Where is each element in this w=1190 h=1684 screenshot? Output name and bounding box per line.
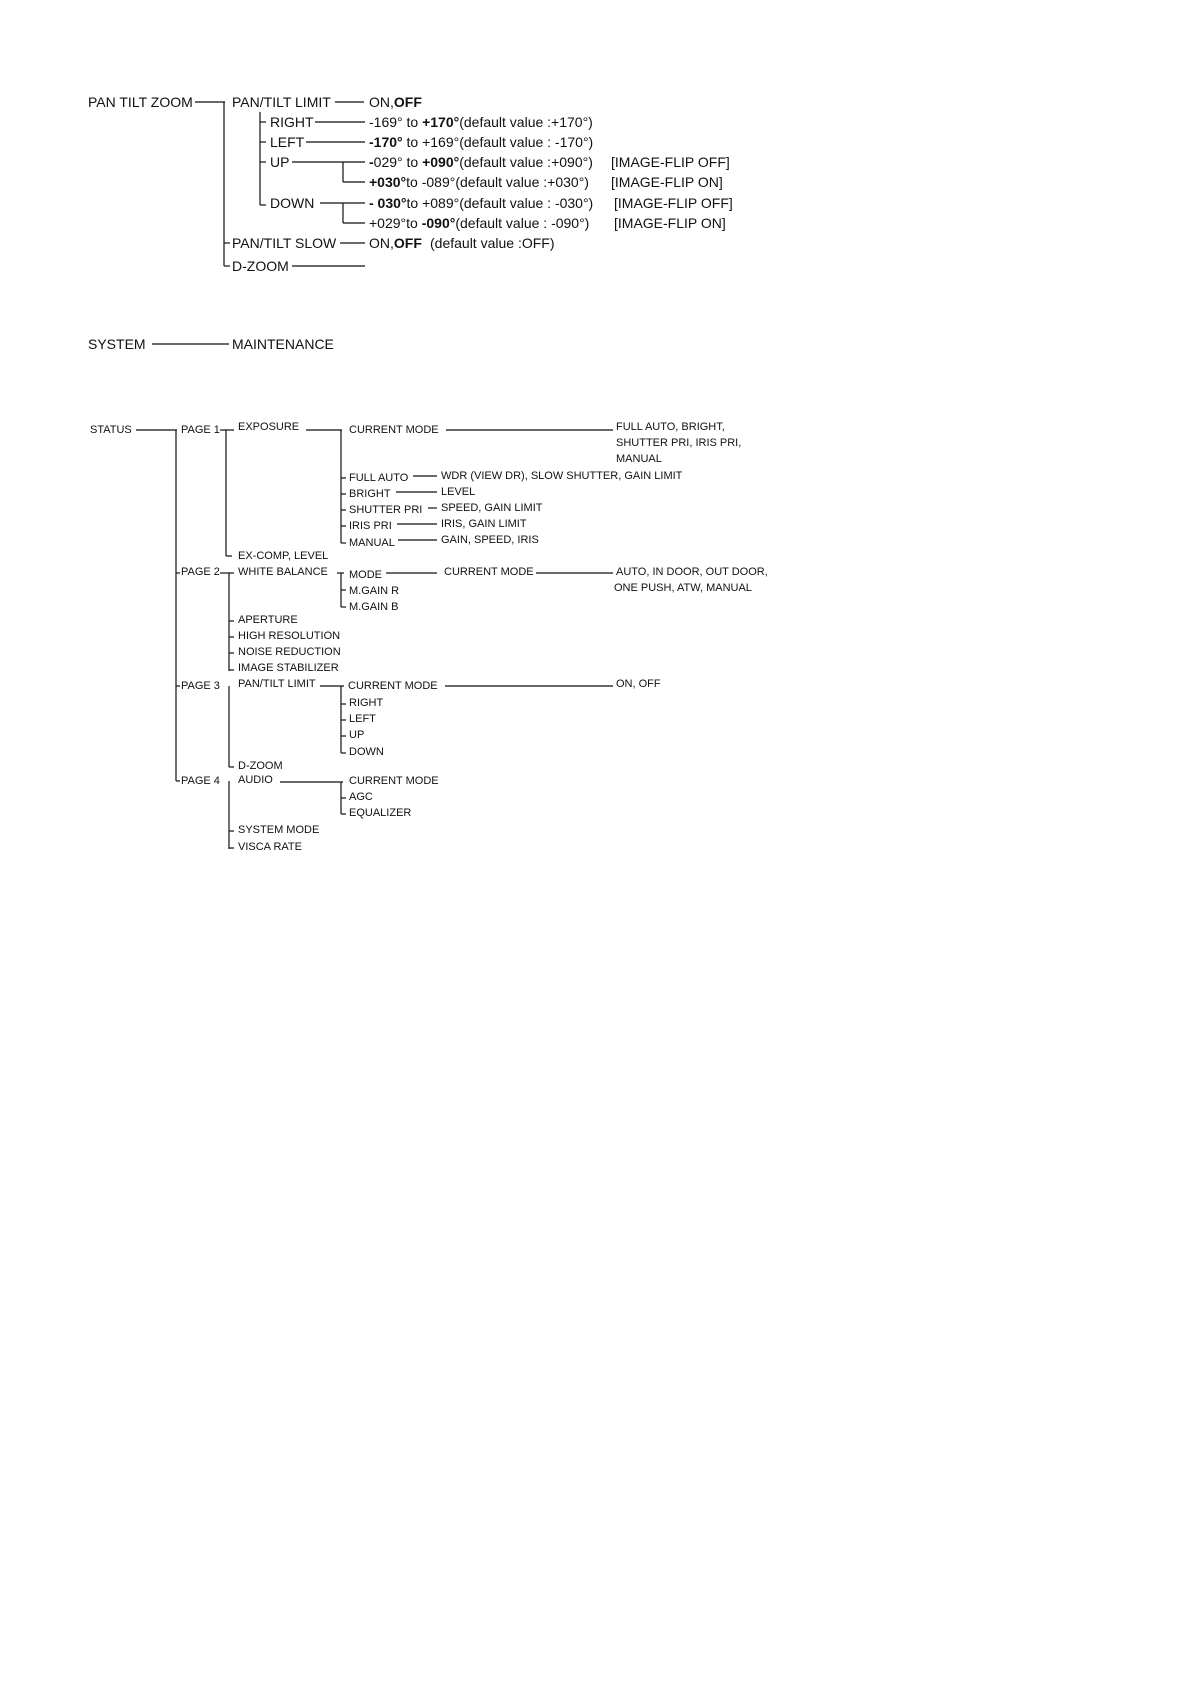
page3-label: PAGE 3 [181, 680, 220, 692]
exposure-mode-values-1: FULL AUTO, BRIGHT, [616, 421, 725, 433]
page1-label: PAGE 1 [181, 424, 220, 436]
p3-current-mode-value: ON, OFF [616, 678, 661, 690]
p3-left: LEFT [349, 713, 376, 725]
page4-label: PAGE 4 [181, 775, 220, 787]
exposure-mode-values-3: MANUAL [616, 453, 662, 465]
p3-down: DOWN [349, 746, 384, 758]
down-range-flip-off: - 030°to +089°(default value : -030°) [369, 195, 594, 211]
white-balance-label: WHITE BALANCE [238, 566, 328, 578]
pan-tilt-slow-default: (default value :OFF) [430, 235, 555, 251]
ex-comp-label: EX-COMP, LEVEL [238, 550, 329, 562]
mode-manual: MANUAL [349, 537, 395, 549]
exposure-mode-values-2: SHUTTER PRI, IRIS PRI, [616, 437, 742, 449]
wb-mode-values-2: ONE PUSH, ATW, MANUAL [614, 582, 752, 594]
p3-pan-tilt-limit: PAN/TILT LIMIT [238, 678, 316, 690]
pan-tilt-slow-label: PAN/TILT SLOW [232, 235, 337, 251]
up-range-flip-off: -029° to +090°(default value :+090°) [369, 154, 593, 170]
pan-tilt-limit-label: PAN/TILT LIMIT [232, 94, 331, 110]
up-range-flip-on: +030°to -089°(default value :+030°) [369, 174, 589, 190]
down-range-flip-on: +029°to -090°(default value : -090°) [369, 215, 590, 231]
up-flip-on-tag: [IMAGE-FLIP ON] [611, 174, 723, 190]
audio-label: AUDIO [238, 774, 273, 786]
left-label: LEFT [270, 134, 305, 150]
wb-mgain-r: M.GAIN R [349, 585, 400, 597]
image-stabilizer-label: IMAGE STABILIZER [238, 662, 339, 674]
mode-full-auto: FULL AUTO [349, 472, 409, 484]
wb-mode-values-1: AUTO, IN DOOR, OUT DOOR, [616, 566, 768, 578]
left-range: -170° to +169°(default value : -170°) [369, 134, 594, 150]
exposure-label: EXPOSURE [238, 421, 300, 433]
d-zoom-label: D-ZOOM [232, 258, 289, 274]
pan-tilt-zoom-root: PAN TILT ZOOM [88, 94, 193, 110]
noise-reduction-label: NOISE REDUCTION [238, 646, 341, 658]
aperture-label: APERTURE [238, 614, 298, 626]
exposure-current-mode: CURRENT MODE [349, 424, 439, 436]
audio-equalizer: EQUALIZER [349, 807, 412, 819]
mode-shutter-pri-value: SPEED, GAIN LIMIT [441, 502, 543, 514]
p3-current-mode: CURRENT MODE [348, 680, 438, 692]
pan-tilt-slow-value: ON,OFF [369, 235, 422, 251]
mode-shutter-pri: SHUTTER PRI [349, 504, 423, 516]
visca-rate-label: VISCA RATE [238, 841, 302, 853]
down-label: DOWN [270, 195, 315, 211]
mode-bright: BRIGHT [349, 488, 391, 500]
down-flip-on-tag: [IMAGE-FLIP ON] [614, 215, 726, 231]
wb-mgain-b: M.GAIN B [349, 601, 399, 613]
status-root: STATUS [90, 424, 132, 436]
system-root: SYSTEM [88, 336, 146, 352]
right-range: -169° to +170°(default value :+170°) [369, 114, 593, 130]
p3-right: RIGHT [349, 697, 384, 709]
up-label: UP [270, 154, 290, 170]
mode-iris-pri: IRIS PRI [349, 520, 392, 532]
pan-tilt-limit-value: ON,OFF [369, 94, 422, 110]
audio-agc: AGC [349, 791, 373, 803]
audio-current-mode: CURRENT MODE [349, 775, 439, 787]
down-flip-off-tag: [IMAGE-FLIP OFF] [614, 195, 733, 211]
p3-up: UP [349, 729, 365, 741]
right-label: RIGHT [270, 114, 314, 130]
wb-current-mode: CURRENT MODE [444, 566, 534, 578]
mode-manual-value: GAIN, SPEED, IRIS [441, 534, 539, 546]
maintenance-label: MAINTENANCE [232, 336, 334, 352]
page2-label: PAGE 2 [181, 566, 220, 578]
p3-d-zoom: D-ZOOM [238, 760, 283, 772]
system-mode-label: SYSTEM MODE [238, 824, 320, 836]
mode-iris-pri-value: IRIS, GAIN LIMIT [441, 518, 527, 530]
high-resolution-label: HIGH RESOLUTION [238, 630, 341, 642]
wb-mode: MODE [349, 569, 382, 581]
up-flip-off-tag: [IMAGE-FLIP OFF] [611, 154, 730, 170]
mode-full-auto-value: WDR (VIEW DR), SLOW SHUTTER, GAIN LIMIT [441, 470, 683, 482]
mode-bright-value: LEVEL [441, 486, 476, 498]
